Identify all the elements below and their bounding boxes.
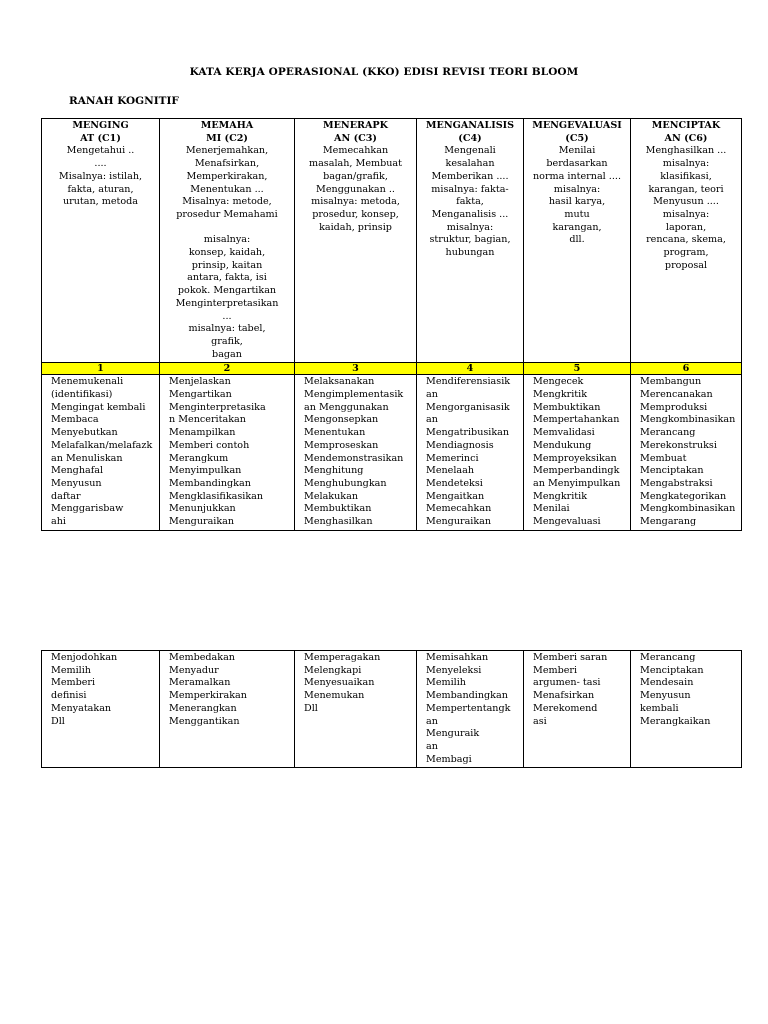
verb-item: Mendesain <box>640 677 694 689</box>
header-line: bagan <box>212 348 242 360</box>
header-line: Menilai <box>558 145 596 157</box>
verb-item: Memberi <box>51 677 96 689</box>
header-heading: MENGEVALUASI <box>532 120 622 131</box>
verb-item: Mengartikan <box>169 389 232 401</box>
header-line: urutan, metoda <box>62 196 139 208</box>
verb-item: Mengorganisasik <box>426 401 510 413</box>
verb-item: Membuktikan <box>304 503 372 515</box>
verb-item: Melakukan <box>304 490 358 502</box>
header-line: mutu <box>564 208 590 220</box>
header-line: Menghasilkan ... <box>645 145 727 157</box>
verb-item: an <box>426 715 438 727</box>
verb-item: Mengaitkan <box>426 490 485 502</box>
verb-item: Membagi <box>426 753 472 765</box>
header-cell <box>295 119 417 363</box>
verb-item: Membandingkan <box>426 690 508 702</box>
verb-item: Menghitung <box>304 465 364 477</box>
header-line: ... <box>222 310 232 322</box>
verb-item: Menghafal <box>51 465 104 477</box>
verb-item: Menginterpretasika <box>169 401 266 413</box>
header-line: Misalnya: istilah, <box>58 170 143 182</box>
verb-item: Menyeleksi <box>426 664 482 676</box>
verb-item: Mengkritik <box>533 389 588 401</box>
verb-item: Memperbandingk <box>533 465 620 477</box>
number-cell: 4 <box>417 363 524 375</box>
verb-item: Melengkapi <box>304 664 362 676</box>
verb-item: Membuat <box>640 452 687 464</box>
verb-item: an Menggunakan <box>304 401 389 413</box>
verb-item: Menguraikan <box>426 516 492 528</box>
number-cell: 1 <box>42 363 160 375</box>
header-line: Menerjemahkan, <box>185 145 269 157</box>
verb-item: Mempertahankan <box>533 414 620 426</box>
header-line: misalnya: tabel, <box>188 323 266 335</box>
document-subtitle: RANAH KOGNITIF <box>69 95 179 107</box>
number-cell: 2 <box>160 363 295 375</box>
verb-item: ahi <box>51 516 66 528</box>
verb-item: Dll <box>51 715 65 727</box>
header-line: norma internal .... <box>533 170 621 182</box>
header-line: Mengenali <box>444 145 496 157</box>
verb-item: Membandingkan <box>169 477 251 489</box>
verb-item: Mendeteksi <box>426 477 483 489</box>
verb-item: Mengkategorikan <box>640 490 727 502</box>
header-heading: AT (C1) <box>80 132 121 144</box>
verb-item: Mengatribusikan <box>426 427 510 439</box>
verb-cell <box>631 651 742 768</box>
header-heading: MI (C2) <box>206 132 248 144</box>
verb-item: Menemukan <box>304 690 365 702</box>
header-line: misalnya: fakta- <box>431 183 509 195</box>
header-line: bagan/grafik, <box>323 170 388 182</box>
header-line: proposal <box>664 259 708 271</box>
header-cell <box>417 119 524 363</box>
verb-item: Menyesuaikan <box>304 677 375 689</box>
header-heading: MENGING <box>72 120 129 131</box>
verb-item: Merekonstruksi <box>640 439 717 451</box>
header-line: Memperkirakan, <box>186 170 268 182</box>
header-line: rencana, skema, <box>646 234 726 246</box>
verb-item: Memisahkan <box>426 652 489 663</box>
verb-item: Meramalkan <box>169 677 231 689</box>
verb-item: Menguraikan <box>169 516 235 528</box>
header-heading: (C4) <box>458 132 482 144</box>
verb-item: Memproduksi <box>640 401 708 413</box>
header-line: Memecahkan <box>322 145 389 157</box>
header-line: grafik, <box>211 335 243 347</box>
number-cell: 3 <box>295 363 417 375</box>
verb-item: Mengabstraksi <box>640 477 713 489</box>
header-heading: (C5) <box>565 132 589 144</box>
header-heading: MENGANALISIS <box>425 120 515 131</box>
header-line: berdasarkan <box>546 158 608 170</box>
header-line: misalnya: <box>662 208 710 220</box>
verb-item: Mendiferensiasik <box>426 376 511 388</box>
header-line: misalnya: <box>553 183 601 195</box>
verb-cell <box>160 651 295 768</box>
verb-item: Menyatakan <box>51 702 112 714</box>
verb-item: Menunjukkan <box>169 503 236 515</box>
verb-item: Mengingat kembali <box>51 401 146 413</box>
verb-item: Membangun <box>640 376 702 388</box>
verb-item: Menafsirkan <box>533 690 595 702</box>
header-line: program, <box>663 247 709 259</box>
header-line: prinsip, kaitan <box>191 259 263 271</box>
header-line: Menganalisis ... <box>431 208 509 220</box>
header-heading: MEMAHA <box>200 120 254 131</box>
verb-item: an <box>426 740 438 752</box>
verb-item: Memecahkan <box>426 503 492 515</box>
header-line: hasil karya, <box>548 196 606 208</box>
header-line: Menyusun .... <box>653 196 719 208</box>
verb-item: Melaksanakan <box>304 376 375 388</box>
document-title: KATA KERJA OPERASIONAL (KKO) EDISI REVISI TEORI BLOOM <box>189 66 579 78</box>
verb-item: Menentukan <box>304 427 366 439</box>
verb-item: Dll <box>304 702 318 714</box>
verb-cell <box>42 375 160 530</box>
header-line: klasifikasi, <box>660 170 712 182</box>
verb-item: Menyebutkan <box>51 427 118 439</box>
header-line: prosedur Memahami <box>176 208 278 220</box>
verb-item: Menciptakan <box>640 465 704 477</box>
verb-item: Menggantikan <box>169 715 240 727</box>
verb-item: argumen- tasi <box>533 677 601 689</box>
header-line: Misalnya: metode, <box>182 196 272 208</box>
verb-item: Mengevaluasi <box>533 516 601 528</box>
verb-cell <box>631 375 742 530</box>
verb-item: Mendukung <box>533 439 592 451</box>
verb-cell <box>160 375 295 530</box>
verb-item: Menyadur <box>169 664 219 676</box>
header-heading: MENCIPTAK <box>651 120 721 131</box>
header-heading: MENERAPK <box>323 120 388 131</box>
verb-item: Menciptakan <box>640 664 704 676</box>
header-line: kesalahan <box>445 158 495 170</box>
header-line: fakta, aturan, <box>67 183 134 195</box>
verb-item: Menghasilkan <box>304 516 373 528</box>
verb-item: Menerangkan <box>169 702 237 714</box>
number-row <box>42 363 742 375</box>
header-line: karangan, <box>552 221 602 233</box>
verb-item: Mengkombinasikan <box>640 414 736 426</box>
verb-item: Mendemonstrasikan <box>304 452 404 464</box>
verb-item: Mengklasifikasikan <box>169 490 264 502</box>
header-cell <box>160 119 295 363</box>
header-line: hubungan <box>445 247 495 259</box>
header-line: misalnya: metoda, <box>311 196 400 208</box>
verb-item: Mengkritik <box>533 490 588 502</box>
verb-cell <box>417 375 524 530</box>
verb-item: Memperagakan <box>304 652 381 663</box>
taxonomy-table <box>41 118 742 531</box>
header-line: Menggunakan .. <box>316 183 395 195</box>
header-cell <box>631 119 742 363</box>
verb-item: Merangkum <box>169 452 229 464</box>
header-line: prosedur, konsep, <box>312 208 399 220</box>
verb-item: Merekomend <box>533 702 598 714</box>
verb-item: an <box>426 414 438 426</box>
verb-item: n Menceritakan <box>169 414 246 426</box>
verb-item: Menemukenali <box>51 376 124 388</box>
header-row <box>42 119 742 363</box>
verb-item: Mengkombinasikan <box>640 503 736 515</box>
header-cell <box>524 119 631 363</box>
number-cell: 5 <box>524 363 631 375</box>
header-line: misalnya: <box>203 234 251 246</box>
header-cell <box>42 119 160 363</box>
header-line: .... <box>94 158 107 170</box>
header-line: Menentukan ... <box>190 183 264 195</box>
verb-item: definisi <box>51 690 87 702</box>
verb-item: Memproseskan <box>304 439 379 451</box>
verb-item: Menyusun <box>51 477 102 489</box>
header-line: fakta, <box>456 196 484 208</box>
verb-item: Mengarang <box>640 516 697 528</box>
header-line: struktur, bagian, <box>429 234 511 246</box>
header-line: Mengetahui .. <box>66 145 135 157</box>
verb-item: Merangkaikan <box>640 715 711 727</box>
number-cell: 6 <box>631 363 742 375</box>
verb-item: Melafalkan/melafazk <box>51 439 153 451</box>
verb-item: Menguraik <box>426 728 480 740</box>
header-line <box>163 222 291 235</box>
verb-item: Mengimplementasik <box>304 389 404 401</box>
header-line: antara, fakta, isi <box>187 272 267 284</box>
header-heading: AN (C3) <box>334 132 377 144</box>
verb-item: Merancang <box>640 652 696 663</box>
verb-item: asi <box>533 715 547 727</box>
verbs-row <box>42 375 742 530</box>
verb-item: an <box>426 389 438 401</box>
verb-item: Merencanakan <box>640 389 713 401</box>
taxonomy-table-continued <box>41 650 742 768</box>
verb-item: Menilai <box>533 503 570 515</box>
header-line: dll. <box>569 234 585 246</box>
verb-item: Membuktikan <box>533 401 601 413</box>
verb-cell <box>524 375 631 530</box>
header-line: laporan, <box>665 221 707 233</box>
verb-item: Menelaah <box>426 465 475 477</box>
verb-item: Merancang <box>640 427 696 439</box>
header-line: karangan, teori <box>648 183 724 195</box>
verb-item: Memerinci <box>426 452 479 464</box>
verb-item: Menyimpulkan <box>169 465 242 477</box>
header-line: konsep, kaidah, <box>188 247 266 259</box>
verb-cell <box>42 651 160 768</box>
verb-item: Memilih <box>426 677 466 689</box>
verb-item: an Menuliskan <box>51 452 123 464</box>
verb-item: Memperkirakan <box>169 690 247 702</box>
verb-item: Mengecek <box>533 376 584 388</box>
header-line: masalah, Membuat <box>308 158 403 170</box>
verb-item: Menampilkan <box>169 427 236 439</box>
header-line: Menginterpretasikan <box>175 297 279 309</box>
header-line: pokok. Mengartikan <box>177 285 277 297</box>
verb-item: Mengonsepkan <box>304 414 379 426</box>
header-line: Memberikan .... <box>431 170 509 182</box>
header-line: kaidah, prinsip <box>319 221 392 233</box>
verb-item: Mendiagnosis <box>426 439 494 451</box>
verb-item: Mempertentangk <box>426 702 511 714</box>
header-line: misalnya: <box>662 158 710 170</box>
verb-item: Menggarisbaw <box>51 503 124 515</box>
verb-item: (identifikasi) <box>51 389 113 401</box>
verb-item: Memilih <box>51 664 91 676</box>
verb-item: Memberi saran <box>533 652 608 663</box>
verb-item: Membaca <box>51 414 99 426</box>
verb-cell <box>524 651 631 768</box>
verb-item: Membedakan <box>169 652 235 663</box>
verb-item: Memvalidasi <box>533 427 595 439</box>
verb-item: kembali <box>640 702 679 714</box>
verb-item: Menyusun <box>640 690 691 702</box>
verb-item: Memberi contoh <box>169 439 250 451</box>
verb-item: Memproyeksikan <box>533 452 617 464</box>
verb-cell <box>417 651 524 768</box>
verb-item: daftar <box>51 490 81 502</box>
verbs-row <box>42 651 742 768</box>
verb-cell <box>295 375 417 530</box>
verb-item: an Menyimpulkan <box>533 477 621 489</box>
verb-item: Menghubungkan <box>304 477 387 489</box>
header-line: misalnya: <box>446 221 494 233</box>
verb-item: Menjelaskan <box>169 376 231 388</box>
verb-cell <box>295 651 417 768</box>
verb-item: Menjodohkan <box>51 652 118 663</box>
verb-item: Memberi <box>533 664 578 676</box>
header-heading: AN (C6) <box>664 132 708 144</box>
header-line: Menafsirkan, <box>194 158 260 170</box>
